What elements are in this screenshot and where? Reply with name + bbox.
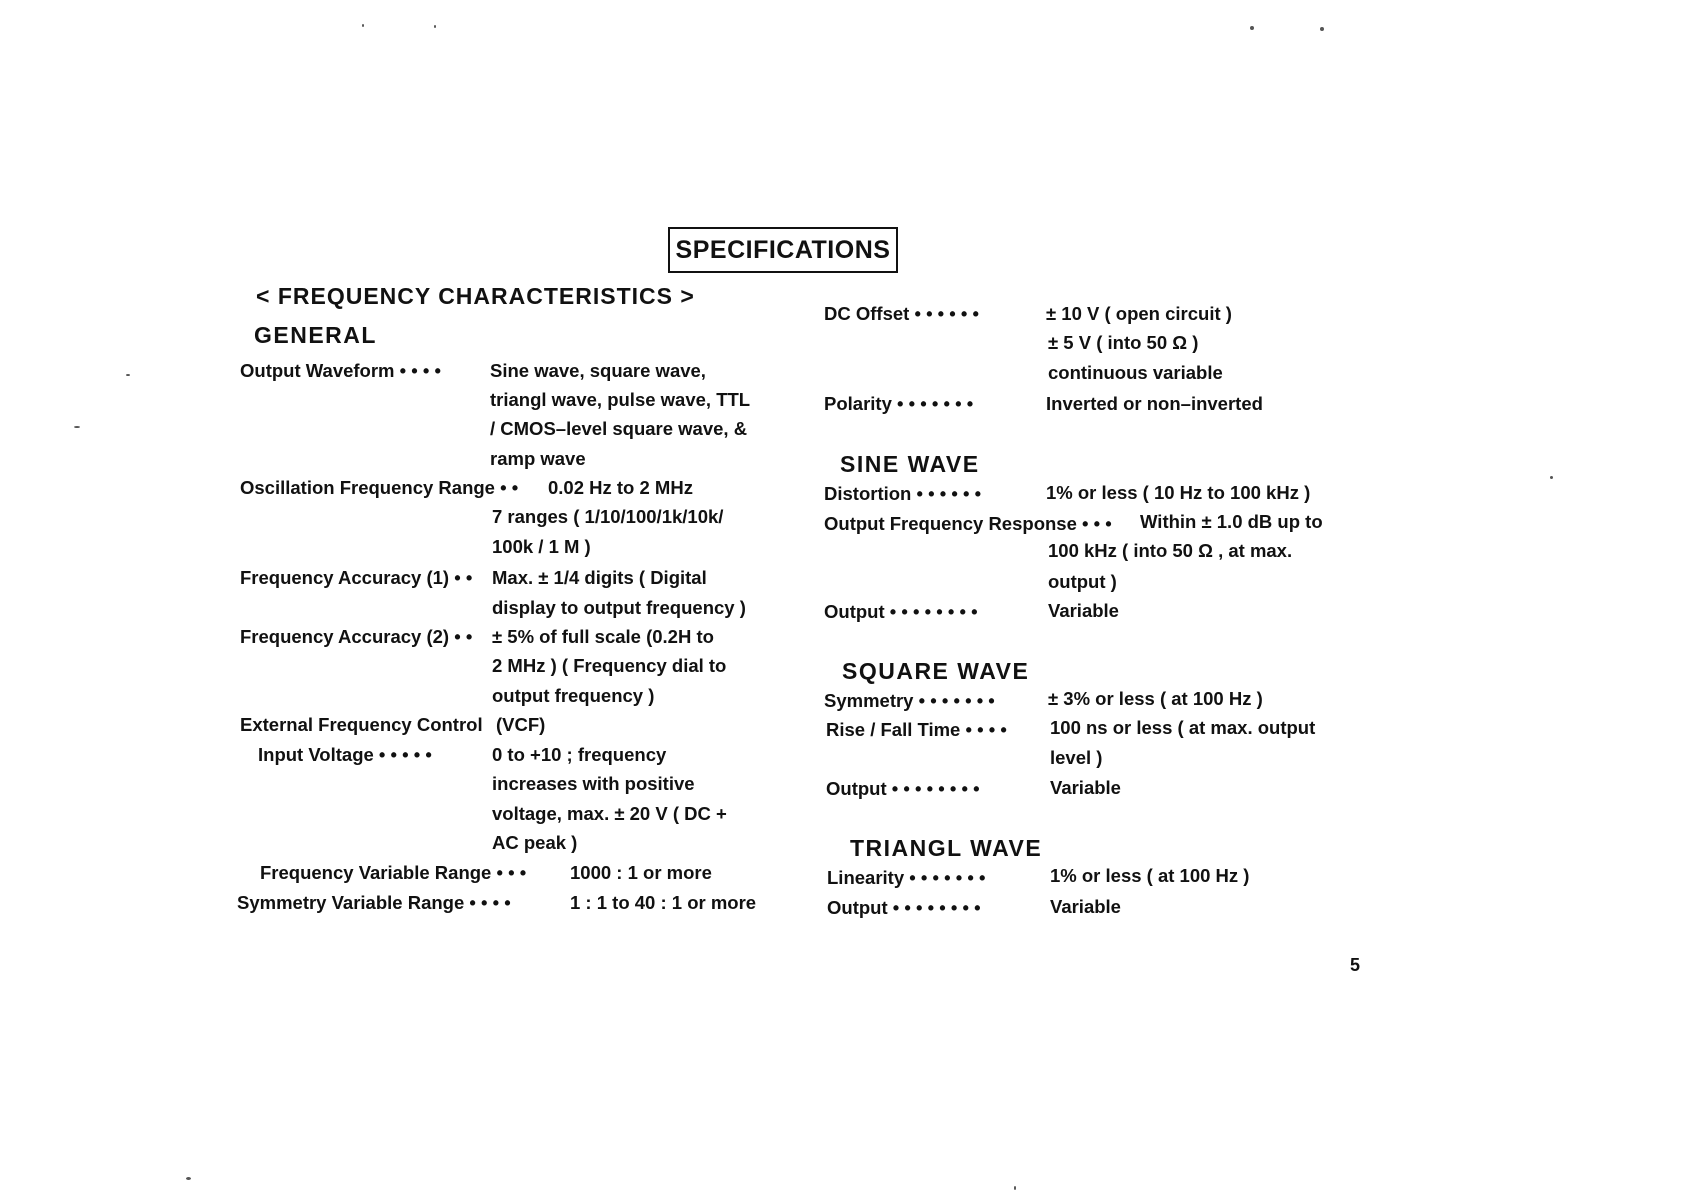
spec-value: ramp wave [490, 448, 586, 469]
section-title: < FREQUENCY CHARACTERISTICS > [256, 283, 695, 309]
spec-label: Output • • • • • • • • [827, 897, 981, 918]
spec-value: continuous variable [1048, 362, 1223, 383]
spec-value: (VCF) [496, 714, 546, 735]
spec-label: Frequency Variable Range • • • [260, 862, 527, 883]
spec-label: Output Frequency Response • • • [824, 513, 1112, 534]
spec-value: / CMOS–level square wave, & [490, 418, 748, 439]
spec-label: Frequency Accuracy (1) • • [240, 567, 473, 588]
spec-label: Polarity • • • • • • • [824, 393, 974, 414]
spec-value: 7 ranges ( 1/10/100/1k/10k/ [492, 506, 724, 527]
spec-value: ± 5% of full scale (0.2H to [492, 626, 714, 647]
general-heading: GENERAL [254, 322, 377, 348]
spec-label: Input Voltage • • • • • [258, 744, 432, 765]
spec-value: triangl wave, pulse wave, TTL [490, 389, 751, 410]
spec-value: increases with positive [492, 773, 695, 794]
triangl-wave-heading: TRIANGL WAVE [850, 835, 1043, 861]
sine-wave-heading: SINE WAVE [840, 451, 980, 477]
spec-value: AC peak ) [492, 832, 578, 853]
spec-label: Oscillation Frequency Range • • [240, 477, 519, 498]
spec-value: ± 3% or less ( at 100 Hz ) [1048, 688, 1263, 709]
spec-label: Rise / Fall Time • • • • [826, 719, 1007, 740]
spec-label: Distortion • • • • • • [824, 483, 982, 504]
spec-label: Output Waveform • • • • [240, 360, 441, 381]
spec-value: Inverted or non–inverted [1046, 393, 1263, 414]
spec-value: 0.02 Hz to 2 MHz [548, 477, 693, 498]
spec-value: Variable [1048, 600, 1119, 621]
spec-value: Within ± 1.0 dB up to [1140, 511, 1323, 532]
spec-label: Linearity • • • • • • • [827, 867, 986, 888]
spec-value: Sine wave, square wave, [490, 360, 706, 381]
spec-value: 1% or less ( 10 Hz to 100 kHz ) [1046, 482, 1311, 503]
spec-value: 1% or less ( at 100 Hz ) [1050, 865, 1250, 886]
spec-value: output frequency ) [492, 685, 655, 706]
spec-value: 100k / 1 M ) [492, 536, 591, 557]
spec-value: 1 : 1 to 40 : 1 or more [570, 892, 757, 913]
spec-value: 2 MHz ) ( Frequency dial to [492, 655, 727, 676]
spec-label: Output • • • • • • • • [826, 778, 980, 799]
spec-value: ± 10 V ( open circuit ) [1046, 303, 1232, 324]
spec-label: DC Offset • • • • • • [824, 303, 980, 324]
spec-value: Variable [1050, 777, 1121, 798]
spec-value: level ) [1050, 747, 1103, 768]
spec-value: voltage, max. ± 20 V ( DC + [492, 803, 727, 824]
spec-value: Max. ± 1/4 digits ( Digital [492, 567, 707, 588]
spec-label: Frequency Accuracy (2) • • [240, 626, 473, 647]
spec-value: 0 to +10 ; frequency [492, 744, 667, 765]
spec-value: 100 ns or less ( at max. output [1050, 717, 1316, 738]
spec-value: 1000 : 1 or more [570, 862, 712, 883]
spec-label: Symmetry Variable Range • • • • [237, 892, 511, 913]
spec-value: output ) [1048, 571, 1117, 592]
spec-label: External Frequency Control [240, 714, 483, 735]
spec-label: Symmetry • • • • • • • [824, 690, 995, 711]
spec-label: Output • • • • • • • • [824, 601, 978, 622]
spec-value: 100 kHz ( into 50 Ω , at max. [1048, 540, 1293, 561]
spec-value: display to output frequency ) [492, 597, 746, 618]
page-title: SPECIFICATIONS [668, 227, 898, 273]
square-wave-heading: SQUARE WAVE [842, 658, 1030, 684]
spec-value: ± 5 V ( into 50 Ω ) [1048, 332, 1199, 353]
spec-value: Variable [1050, 896, 1121, 917]
page-number: 5 [1350, 955, 1361, 975]
